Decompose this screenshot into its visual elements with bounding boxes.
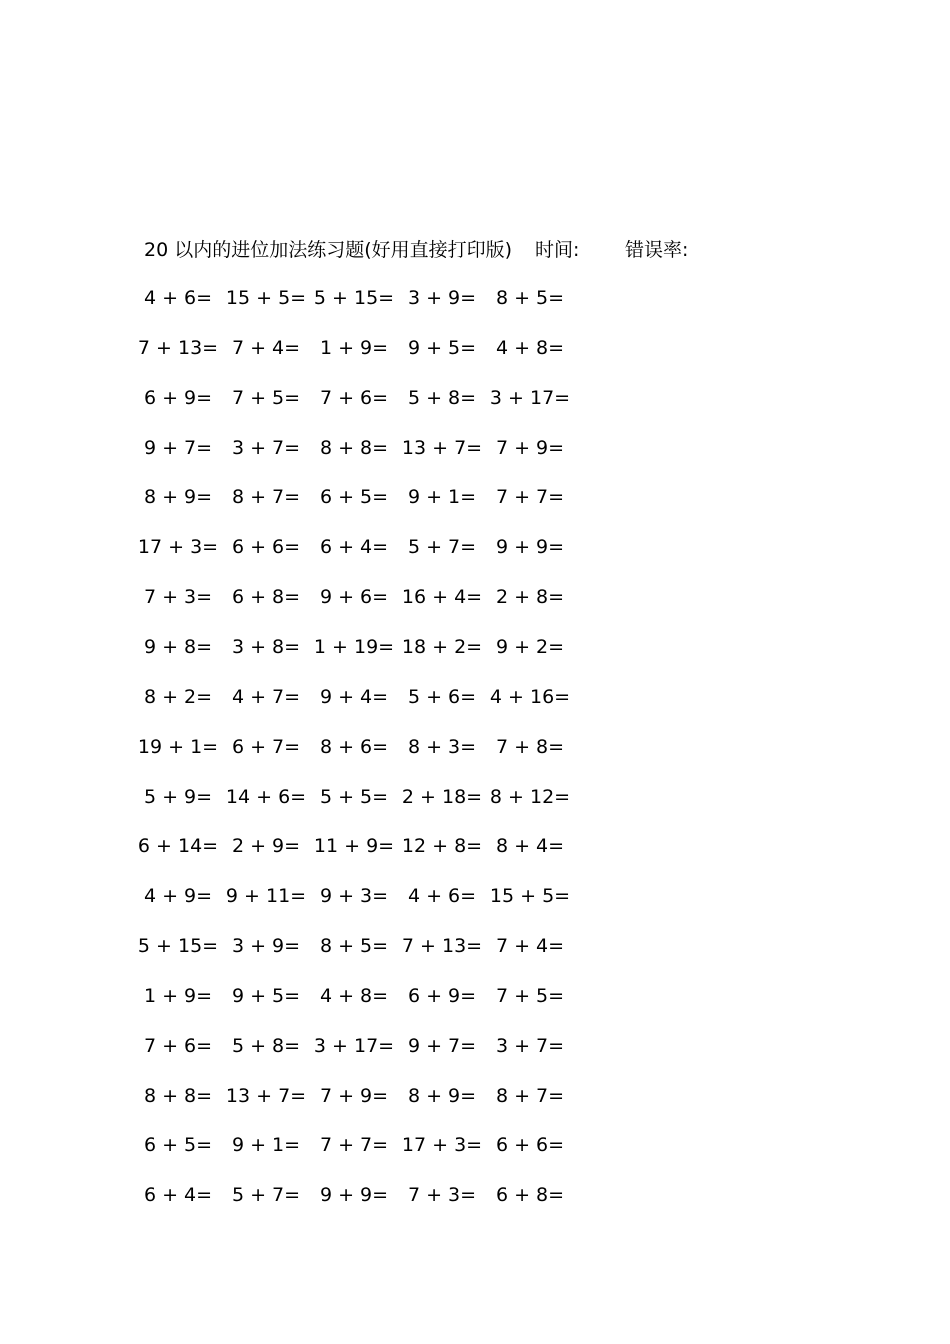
addition-problem: 8 + 2= xyxy=(143,686,213,708)
addition-problem: 7 + 6= xyxy=(143,1035,213,1057)
addition-problem: 4 + 7= xyxy=(231,686,301,708)
problem-row xyxy=(0,682,950,712)
problem-row xyxy=(0,732,950,762)
addition-problem: 8 + 7= xyxy=(231,486,301,508)
addition-problem: 7 + 5= xyxy=(495,985,565,1007)
problem-row xyxy=(0,433,950,463)
addition-problem: 8 + 6= xyxy=(319,736,389,758)
addition-problem: 8 + 12= xyxy=(489,786,571,808)
addition-problem: 4 + 8= xyxy=(495,337,565,359)
addition-problem: 5 + 7= xyxy=(407,536,477,558)
addition-problem: 6 + 14= xyxy=(137,835,219,857)
problem-row xyxy=(0,532,950,562)
addition-problem: 5 + 9= xyxy=(143,786,213,808)
problem-row xyxy=(0,1130,950,1160)
addition-problem: 6 + 8= xyxy=(495,1184,565,1206)
addition-problem: 5 + 15= xyxy=(313,287,395,309)
problem-row xyxy=(0,1180,950,1210)
addition-problem: 7 + 5= xyxy=(231,387,301,409)
addition-problem: 2 + 9= xyxy=(231,835,301,857)
problem-row xyxy=(0,881,950,911)
addition-problem: 7 + 6= xyxy=(319,387,389,409)
addition-problem: 9 + 9= xyxy=(495,536,565,558)
addition-problem: 6 + 6= xyxy=(495,1134,565,1156)
addition-problem: 8 + 5= xyxy=(319,935,389,957)
addition-problem: 5 + 8= xyxy=(407,387,477,409)
addition-problem: 1 + 9= xyxy=(143,985,213,1007)
addition-problem: 6 + 9= xyxy=(407,985,477,1007)
addition-problem: 9 + 1= xyxy=(407,486,477,508)
addition-problem: 9 + 5= xyxy=(407,337,477,359)
addition-problem: 17 + 3= xyxy=(401,1134,483,1156)
addition-problem: 3 + 7= xyxy=(231,437,301,459)
addition-problem: 4 + 16= xyxy=(489,686,571,708)
addition-problem: 3 + 9= xyxy=(231,935,301,957)
addition-problem: 9 + 9= xyxy=(319,1184,389,1206)
problem-row xyxy=(0,383,950,413)
addition-problem: 8 + 8= xyxy=(319,437,389,459)
problem-row xyxy=(0,482,950,512)
addition-problem: 7 + 7= xyxy=(319,1134,389,1156)
worksheet-title: 20 以内的进位加法练习题(好用直接打印版) xyxy=(144,239,513,261)
addition-problem: 6 + 8= xyxy=(231,586,301,608)
problem-row xyxy=(0,1081,950,1111)
time-label: 时间: xyxy=(535,239,580,261)
problem-row xyxy=(0,931,950,961)
addition-problem: 7 + 4= xyxy=(231,337,301,359)
addition-problem: 8 + 8= xyxy=(143,1085,213,1107)
problem-row xyxy=(0,782,950,812)
addition-problem: 3 + 9= xyxy=(407,287,477,309)
addition-problem: 7 + 3= xyxy=(143,586,213,608)
addition-problem: 6 + 5= xyxy=(319,486,389,508)
addition-problem: 6 + 9= xyxy=(143,387,213,409)
addition-problem: 9 + 4= xyxy=(319,686,389,708)
addition-problem: 13 + 7= xyxy=(401,437,483,459)
problem-row xyxy=(0,333,950,363)
addition-problem: 5 + 7= xyxy=(231,1184,301,1206)
addition-problem: 3 + 8= xyxy=(231,636,301,658)
addition-problem: 1 + 9= xyxy=(319,337,389,359)
addition-problem: 7 + 7= xyxy=(495,486,565,508)
addition-problem: 6 + 4= xyxy=(143,1184,213,1206)
addition-problem: 15 + 5= xyxy=(225,287,307,309)
addition-problem: 7 + 3= xyxy=(407,1184,477,1206)
problem-row xyxy=(0,632,950,662)
addition-problem: 7 + 13= xyxy=(401,935,483,957)
addition-problem: 5 + 15= xyxy=(137,935,219,957)
addition-problem: 17 + 3= xyxy=(137,536,219,558)
problem-row xyxy=(0,831,950,861)
addition-problem: 2 + 8= xyxy=(495,586,565,608)
addition-problem: 3 + 17= xyxy=(489,387,571,409)
addition-problem: 2 + 18= xyxy=(401,786,483,808)
addition-problem: 16 + 4= xyxy=(401,586,483,608)
addition-problem: 3 + 17= xyxy=(313,1035,395,1057)
addition-problem: 4 + 8= xyxy=(319,985,389,1007)
addition-problem: 9 + 11= xyxy=(225,885,307,907)
addition-problem: 18 + 2= xyxy=(401,636,483,658)
addition-problem: 7 + 9= xyxy=(319,1085,389,1107)
problem-row xyxy=(0,981,950,1011)
addition-problem: 4 + 6= xyxy=(407,885,477,907)
addition-problem: 8 + 9= xyxy=(407,1085,477,1107)
addition-problem: 7 + 4= xyxy=(495,935,565,957)
addition-problem: 8 + 7= xyxy=(495,1085,565,1107)
addition-problem: 6 + 7= xyxy=(231,736,301,758)
addition-problem: 8 + 5= xyxy=(495,287,565,309)
problem-row xyxy=(0,582,950,612)
addition-problem: 9 + 1= xyxy=(231,1134,301,1156)
addition-problem: 9 + 5= xyxy=(231,985,301,1007)
error-rate-label: 错误率: xyxy=(625,239,689,261)
addition-problem: 7 + 9= xyxy=(495,437,565,459)
addition-problem: 19 + 1= xyxy=(137,736,219,758)
problem-row xyxy=(0,283,950,313)
addition-problem: 9 + 3= xyxy=(319,885,389,907)
addition-problem: 9 + 6= xyxy=(319,586,389,608)
addition-problem: 9 + 7= xyxy=(407,1035,477,1057)
addition-problem: 6 + 6= xyxy=(231,536,301,558)
addition-problem: 7 + 13= xyxy=(137,337,219,359)
addition-problem: 4 + 9= xyxy=(143,885,213,907)
addition-problem: 14 + 6= xyxy=(225,786,307,808)
addition-problem: 11 + 9= xyxy=(313,835,395,857)
addition-problem: 9 + 8= xyxy=(143,636,213,658)
addition-problem: 3 + 7= xyxy=(495,1035,565,1057)
addition-problem: 6 + 5= xyxy=(143,1134,213,1156)
addition-problem: 5 + 8= xyxy=(231,1035,301,1057)
addition-problem: 7 + 8= xyxy=(495,736,565,758)
addition-problem: 5 + 6= xyxy=(407,686,477,708)
addition-problem: 12 + 8= xyxy=(401,835,483,857)
addition-problem: 6 + 4= xyxy=(319,536,389,558)
addition-problem: 8 + 4= xyxy=(495,835,565,857)
addition-problem: 8 + 9= xyxy=(143,486,213,508)
addition-problem: 13 + 7= xyxy=(225,1085,307,1107)
addition-problem: 1 + 19= xyxy=(313,636,395,658)
addition-problem: 4 + 6= xyxy=(143,287,213,309)
addition-problem: 5 + 5= xyxy=(319,786,389,808)
addition-problem: 9 + 2= xyxy=(495,636,565,658)
problem-row xyxy=(0,1031,950,1061)
addition-problem: 9 + 7= xyxy=(143,437,213,459)
addition-problem: 15 + 5= xyxy=(489,885,571,907)
addition-problem: 8 + 3= xyxy=(407,736,477,758)
